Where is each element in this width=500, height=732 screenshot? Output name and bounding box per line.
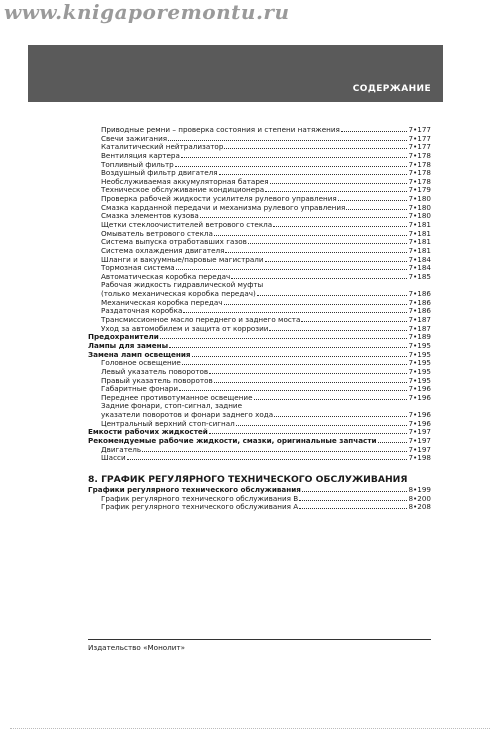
toc-entry-page: 7•196 xyxy=(408,418,431,428)
toc-entry-page: 7•189 xyxy=(408,332,431,342)
toc-entry-continued: Задние фонари, стоп-сигнал, задние xyxy=(101,400,242,410)
toc-entry[interactable] xyxy=(88,220,431,229)
toc-entry[interactable] xyxy=(88,263,431,272)
dot-leader xyxy=(378,436,408,443)
toc-entry[interactable] xyxy=(88,436,431,445)
dot-leader xyxy=(209,367,407,374)
dot-leader xyxy=(168,134,407,141)
toc-entry[interactable] xyxy=(88,367,431,376)
toc-entry[interactable] xyxy=(88,298,431,307)
toc-entry-page: 7•187 xyxy=(408,315,431,325)
dot-leader xyxy=(179,384,407,391)
toc-entry-label: График регулярного технического обслуживания В xyxy=(101,493,299,503)
toc-entry-label: Вентиляция картера xyxy=(101,150,180,160)
dot-leader xyxy=(176,263,408,270)
toc-entry[interactable] xyxy=(88,341,431,350)
toc-entry-label: Техническое обслуживание кондиционера xyxy=(101,185,265,195)
toc-entry[interactable] xyxy=(88,324,431,333)
page-title: СОДЕРЖАНИЕ xyxy=(352,84,431,94)
toc-entry[interactable] xyxy=(88,332,431,341)
dot-leader xyxy=(200,211,408,218)
dot-leader xyxy=(224,142,407,149)
toc-entry[interactable] xyxy=(88,134,431,143)
toc-entry-label: Каталитический нейтрализатор xyxy=(101,142,224,152)
toc-entry-label: Переднее противотуманное освещение xyxy=(101,392,253,402)
toc-entry[interactable] xyxy=(88,494,431,503)
toc-entry-page: 7•184 xyxy=(408,263,431,273)
dot-leader xyxy=(169,341,407,348)
toc-entry[interactable] xyxy=(88,376,431,385)
toc-entry-page: 7•197 xyxy=(408,436,431,446)
dot-leader xyxy=(302,485,408,492)
toc-entry-label: Топливный фильтр xyxy=(101,159,174,169)
dot-leader xyxy=(338,194,408,201)
toc-entry-label: Предохранители xyxy=(88,332,159,342)
toc-entry-page: 7•181 xyxy=(408,237,431,247)
dot-leader xyxy=(236,419,408,426)
toc-entry[interactable] xyxy=(88,229,431,238)
toc-entry[interactable] xyxy=(88,445,431,454)
toc-entry[interactable] xyxy=(88,358,431,367)
toc-entry-label: Омыватель ветрового стекла xyxy=(101,228,213,238)
dot-leader xyxy=(181,151,408,158)
toc-entry[interactable] xyxy=(88,160,431,169)
chapter-8-title: 8. ГРАФИК РЕГУЛЯРНОГО ТЕХНИЧЕСКОГО ОБСЛУЖИВАНИЯ xyxy=(88,473,408,485)
toc-entry-page: 7•178 xyxy=(408,150,431,160)
toc-entry-label: Головное освещение xyxy=(101,358,181,368)
toc-entry-label: Шланги и вакуумные/паровые магистрали xyxy=(101,254,264,264)
toc-entry-label: Уход за автомобилем и защита от коррозии xyxy=(101,323,269,333)
toc-entry-page: 7•178 xyxy=(408,168,431,178)
toc-chapter-7-list xyxy=(88,125,431,462)
toc-entry-label: (только механическая коробка передач) xyxy=(101,289,256,299)
toc-entry-label: Раздаточная коробка xyxy=(101,306,183,316)
toc-entry-label: Автоматическая коробка передач xyxy=(101,271,231,281)
toc-entry-page: 7•178 xyxy=(408,159,431,169)
dot-leader xyxy=(301,315,407,322)
toc-entry[interactable] xyxy=(88,142,431,151)
toc-entry-page: 7•195 xyxy=(408,358,431,368)
toc-entry-label: Емкости рабочих жидкостей xyxy=(88,427,208,437)
toc-entry[interactable] xyxy=(88,350,431,359)
dot-leader xyxy=(299,494,407,501)
dot-leader xyxy=(231,272,407,279)
footer-divider xyxy=(88,639,431,640)
toc-entry[interactable] xyxy=(88,246,431,255)
toc-entry-page: 7•180 xyxy=(408,202,431,212)
toc-entry-page: 7•180 xyxy=(408,194,431,204)
toc-entry-page: 7•196 xyxy=(408,384,431,394)
toc-entry-label: Центральный верхний стоп-сигнал xyxy=(101,418,235,428)
dot-leader xyxy=(209,427,408,434)
dot-leader xyxy=(183,306,407,313)
scan-artifact xyxy=(10,726,490,729)
dot-leader xyxy=(346,203,407,210)
toc-entry-page: 8•208 xyxy=(408,502,431,512)
toc-chapter-8-list xyxy=(88,485,431,511)
dot-leader xyxy=(270,177,408,184)
toc-entry[interactable] xyxy=(88,427,431,436)
toc-entry-label: График регулярного технического обслуживания А xyxy=(101,502,299,512)
toc-entry[interactable] xyxy=(88,384,431,393)
toc-entry-label: указатели поворотов и фонари заднего хода xyxy=(101,410,274,420)
toc-entry-page: 7•195 xyxy=(408,349,431,359)
dot-leader xyxy=(192,350,408,357)
toc-entry[interactable] xyxy=(88,502,431,511)
toc-entry[interactable] xyxy=(88,185,431,194)
table-of-contents xyxy=(88,125,431,511)
toc-entry-page: 7•197 xyxy=(408,427,431,437)
dot-leader xyxy=(273,220,407,227)
toc-entry-page: 7•198 xyxy=(408,453,431,463)
dot-leader xyxy=(160,332,408,339)
toc-entry[interactable] xyxy=(88,289,431,298)
toc-entry-label: Система охлаждения двигателя xyxy=(101,245,225,255)
toc-entry-page: 7•186 xyxy=(408,297,431,307)
dot-leader xyxy=(214,376,408,383)
toc-entry-page: 7•177 xyxy=(408,133,431,143)
toc-entry-label: Габаритные фонари xyxy=(101,384,179,394)
toc-entry[interactable] xyxy=(88,203,431,212)
dot-leader xyxy=(274,410,407,417)
toc-entry-page: 7•185 xyxy=(408,271,431,281)
toc-entry[interactable] xyxy=(88,151,431,160)
dot-leader xyxy=(127,453,408,460)
toc-entry-page: 7•186 xyxy=(408,306,431,316)
toc-entry-continued: Рабочая жидкость гидравлической муфты xyxy=(101,279,264,289)
toc-entry[interactable] xyxy=(88,485,431,494)
toc-entry[interactable] xyxy=(88,306,431,315)
toc-entry-page: 7•186 xyxy=(408,289,431,299)
watermark-url: www.knigaporemontu.ru xyxy=(4,0,290,24)
toc-entry-page: 7•180 xyxy=(408,211,431,221)
toc-entry-label: Замена ламп освещения xyxy=(88,349,191,359)
publisher-name: Издательство «Монолит» xyxy=(88,643,186,652)
toc-entry[interactable] xyxy=(88,194,431,203)
toc-entry-label: Лампы для замены xyxy=(88,341,169,351)
dot-leader xyxy=(265,255,408,262)
dot-leader xyxy=(254,393,408,400)
toc-entry-page: 8•200 xyxy=(408,493,431,503)
toc-entry-page: 7•181 xyxy=(408,228,431,238)
toc-entry-label: Щетки стеклоочистителей ветрового стекла xyxy=(101,220,273,230)
toc-entry-label: Правый указатель поворотов xyxy=(101,375,213,385)
toc-entry-page: 7•181 xyxy=(408,220,431,230)
toc-entry[interactable] xyxy=(88,419,431,428)
toc-entry-page: 7•177 xyxy=(408,142,431,152)
toc-entry[interactable] xyxy=(88,177,431,186)
toc-entry[interactable] xyxy=(88,168,431,177)
toc-entry-page: 7•195 xyxy=(408,375,431,385)
toc-entry-label: Двигатель xyxy=(101,444,142,454)
dot-leader xyxy=(341,125,408,132)
toc-entry-page: 7•197 xyxy=(408,444,431,454)
toc-entry-page: 7•195 xyxy=(408,366,431,376)
dot-leader xyxy=(175,160,408,167)
dot-leader xyxy=(225,246,407,253)
toc-entry-label: Система выпуска отработавших газов xyxy=(101,237,247,247)
dot-leader xyxy=(257,289,408,296)
toc-entry[interactable] xyxy=(88,410,431,419)
toc-entry[interactable] xyxy=(88,125,431,134)
toc-entry-label: Графики регулярного технического обслуживания xyxy=(88,484,301,494)
toc-entry-page: 7•178 xyxy=(408,176,431,186)
toc-entry-page: 7•196 xyxy=(408,410,431,420)
toc-entry-label: Шасси xyxy=(101,453,126,463)
toc-entry-label: Проверка рабочей жидкости усилителя рулевого управления xyxy=(101,194,337,204)
dot-leader xyxy=(214,229,408,236)
toc-entry-page: 7•177 xyxy=(408,125,431,134)
dot-leader xyxy=(219,168,408,175)
toc-entry-label: Приводные ремни – проверка состояния и степени натяжения xyxy=(101,125,340,134)
toc-entry-label: Свечи зажигания xyxy=(101,133,168,143)
toc-entry-page: 7•195 xyxy=(408,341,431,351)
toc-entry[interactable] xyxy=(88,453,431,462)
toc-entry[interactable] xyxy=(88,255,431,264)
toc-entry-page: 7•196 xyxy=(408,392,431,402)
toc-entry-label: Смазка элементов кузова xyxy=(101,211,199,221)
dot-leader xyxy=(142,445,407,452)
dot-leader xyxy=(182,358,408,365)
toc-entry-label: Трансмиссионное масло переднего и заднего моста xyxy=(101,315,301,325)
toc-entry-page: 7•181 xyxy=(408,245,431,255)
toc-entry-page: 7•179 xyxy=(408,185,431,195)
toc-entry-page: 7•187 xyxy=(408,323,431,333)
toc-entry-label: Необслуживаемая аккумуляторная батарея xyxy=(101,176,269,186)
toc-entry[interactable] xyxy=(88,237,431,246)
toc-entry-label: Механическая коробка передач xyxy=(101,297,223,307)
toc-entry-label: Воздушный фильтр двигателя xyxy=(101,168,218,178)
toc-entry-label: Левый указатель поворотов xyxy=(101,366,209,376)
dot-leader xyxy=(299,502,407,509)
dot-leader xyxy=(265,185,407,192)
dot-leader xyxy=(269,324,407,331)
dot-leader xyxy=(248,237,408,244)
toc-entry-page: 7•184 xyxy=(408,254,431,264)
toc-entry-label: Рекомендуемые рабочие жидкости, смазки, оригинальные запчасти xyxy=(88,436,377,446)
toc-entry-page: 8•199 xyxy=(408,484,431,494)
toc-entry[interactable] xyxy=(88,211,431,220)
toc-entry-label: Тормозная система xyxy=(101,263,175,273)
section-header-bar xyxy=(28,45,443,102)
toc-entry[interactable] xyxy=(88,315,431,324)
dot-leader xyxy=(224,298,408,305)
toc-entry-label: Смазка карданной передачи и механизма рулевого управления xyxy=(101,202,346,212)
